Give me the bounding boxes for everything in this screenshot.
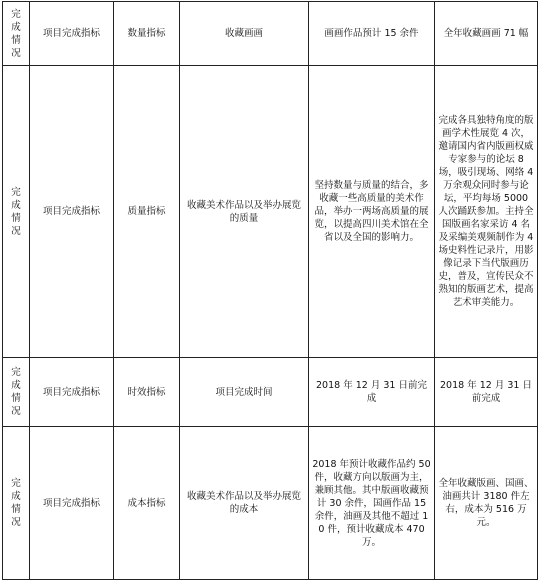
row-label: 完成情况 [11, 8, 21, 59]
target-cell: 坚持数量与质量的结合，多收藏一些高质量的美术作品，举办一两场高质量的展览，以提高四川美术馆在全省以及全国的影响力。 [309, 66, 435, 358]
metric-cell: 数量指标 [114, 2, 180, 66]
target-cell: 画画作品预计 15 余件 [309, 2, 435, 66]
row-label-cell [3, 2, 30, 66]
result-cell: 全年收藏版画、国画、油画共计 3180 件左右，成本为 516 万元。 [435, 427, 538, 580]
item-cell: 项目完成时间 [180, 358, 309, 427]
item-cell: 收藏画画 [180, 2, 309, 66]
metric-cell: 时效指标 [114, 358, 180, 427]
row-label-cell [3, 427, 30, 580]
result-cell: 全年收藏画画 71 幅 [435, 2, 538, 66]
table-row [3, 427, 538, 580]
item-cell: 收藏美术作品以及举办展览的成本 [180, 427, 309, 580]
category-cell: 项目完成指标 [30, 358, 114, 427]
row-label-cell [3, 66, 30, 358]
row-label-cell [3, 358, 30, 427]
row-label: 完成情况 [11, 478, 21, 528]
row-label: 完成情况 [11, 367, 21, 417]
target-cell: 2018 年 12 月 31 日前完成 [309, 358, 435, 427]
table-row [3, 66, 538, 358]
performance-table [2, 1, 538, 580]
table-row [3, 2, 538, 66]
table-row [3, 358, 538, 427]
row-label: 完成情况 [11, 186, 21, 237]
metric-cell: 质量指标 [114, 66, 180, 358]
category-cell: 项目完成指标 [30, 2, 114, 66]
target-cell: 2018 年预计收藏作品约 50 件，收藏方向以版画为主，兼顾其他。其中版画收藏预计 30 余件，国画作品 15 余件，油画及其他不超过 10 件，预计收藏成本 470 万。 [309, 427, 435, 580]
result-cell: 完成各具独特角度的版画学术性展览 4 次，邀请国内省内版画权威专家参与的论坛 8 场，吸引现场、网络 4 万余观众同时参与论坛，平均每场 5000 人次踊跃参加。主持全国版画名家采访 4 名及采编美观频制作为 4 场史料性记录片，用影像记录下当代版画历史，普及，宣传民众不熟知的版画艺术，提高艺术审美能力。 [435, 66, 538, 358]
result-cell: 2018 年 12 月 31 日前完成 [435, 358, 538, 427]
item-cell: 收藏美术作品以及举办展览的质量 [180, 66, 309, 358]
metric-cell: 成本指标 [114, 427, 180, 580]
category-cell: 项目完成指标 [30, 427, 114, 580]
category-cell: 项目完成指标 [30, 66, 114, 358]
